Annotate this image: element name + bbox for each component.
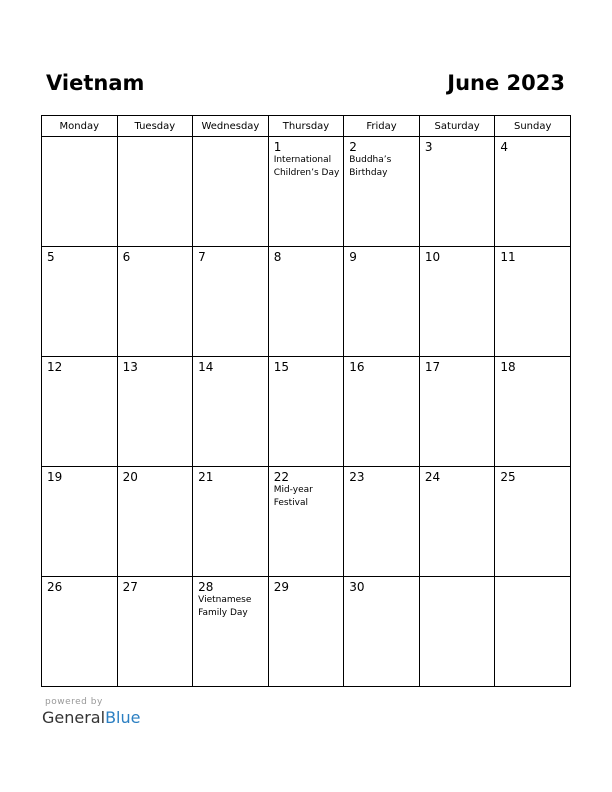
day-number: 10 bbox=[424, 250, 441, 264]
weekday-monday: Monday bbox=[42, 116, 118, 137]
day-number: 3 bbox=[424, 140, 433, 154]
day-number: 27 bbox=[122, 580, 138, 594]
day-cell bbox=[193, 137, 269, 247]
week-row bbox=[42, 137, 571, 247]
day-cell bbox=[42, 357, 118, 467]
day-cell bbox=[344, 467, 420, 577]
day-number: 12 bbox=[47, 360, 63, 374]
holiday-label: International Children’s Day bbox=[273, 155, 340, 178]
day-cell bbox=[193, 247, 269, 357]
weekday-tuesday: Tuesday bbox=[117, 116, 193, 137]
day-number: 21 bbox=[198, 470, 214, 484]
day-number: 4 bbox=[500, 140, 509, 154]
day-cell bbox=[268, 247, 344, 357]
day-cell bbox=[495, 357, 571, 467]
day-cell bbox=[193, 357, 269, 467]
day-cell bbox=[268, 137, 344, 247]
holiday-label: Mid-year Festival bbox=[273, 485, 313, 508]
holiday-label: Buddha’s Birthday bbox=[349, 155, 392, 178]
generalblue-logo bbox=[42, 708, 140, 728]
logo-text-general: General bbox=[42, 708, 106, 727]
day-number: 7 bbox=[198, 250, 206, 264]
day-number: 19 bbox=[47, 470, 63, 484]
day-number: 20 bbox=[122, 470, 138, 484]
day-number: 17 bbox=[424, 360, 441, 374]
weekday-header-row bbox=[42, 116, 571, 137]
day-cell bbox=[344, 247, 420, 357]
weekday-friday: Friday bbox=[344, 116, 420, 137]
day-cell bbox=[117, 247, 193, 357]
week-row bbox=[42, 467, 571, 577]
day-cell bbox=[495, 137, 571, 247]
day-cell bbox=[419, 247, 495, 357]
day-number: 22 bbox=[273, 470, 289, 484]
day-cell bbox=[117, 467, 193, 577]
week-row bbox=[42, 577, 571, 687]
day-cell bbox=[419, 357, 495, 467]
day-cell bbox=[117, 577, 193, 687]
holiday-label: Vietnamese Family Day bbox=[198, 595, 252, 618]
day-cell bbox=[495, 467, 571, 577]
day-number: 2 bbox=[349, 140, 357, 154]
day-cell bbox=[268, 577, 344, 687]
powered-by-label: powered by bbox=[45, 697, 103, 707]
day-number: 14 bbox=[198, 360, 214, 374]
calendar-grid bbox=[41, 115, 571, 687]
day-cell bbox=[42, 137, 118, 247]
day-number: 9 bbox=[349, 250, 357, 264]
day-number: 8 bbox=[273, 250, 282, 264]
day-cell bbox=[117, 357, 193, 467]
day-number: 5 bbox=[47, 250, 55, 264]
day-number: 29 bbox=[273, 580, 289, 594]
day-cell bbox=[42, 247, 118, 357]
day-cell bbox=[193, 467, 269, 577]
day-cell bbox=[495, 577, 571, 687]
day-cell bbox=[42, 467, 118, 577]
day-number: 25 bbox=[500, 470, 516, 484]
day-cell bbox=[193, 577, 269, 687]
day-cell bbox=[268, 357, 344, 467]
day-number: 16 bbox=[349, 360, 365, 374]
day-number: 23 bbox=[349, 470, 365, 484]
month-title: June 2023 bbox=[447, 71, 565, 95]
day-number: 30 bbox=[349, 580, 365, 594]
day-number: 26 bbox=[47, 580, 63, 594]
weekday-saturday: Saturday bbox=[419, 116, 495, 137]
day-number: 13 bbox=[122, 360, 138, 374]
day-cell bbox=[344, 577, 420, 687]
weekday-wednesday: Wednesday bbox=[193, 116, 269, 137]
day-cell bbox=[344, 357, 420, 467]
day-cell bbox=[419, 577, 495, 687]
week-row bbox=[42, 357, 571, 467]
day-number: 1 bbox=[273, 140, 282, 154]
day-number: 24 bbox=[424, 470, 441, 484]
day-number: 15 bbox=[273, 360, 289, 374]
day-cell bbox=[268, 467, 344, 577]
day-cell bbox=[42, 577, 118, 687]
logo-text-blue: Blue bbox=[105, 708, 141, 727]
weekday-sunday: Sunday bbox=[495, 116, 571, 137]
day-cell bbox=[117, 137, 193, 247]
week-row bbox=[42, 247, 571, 357]
day-cell bbox=[419, 467, 495, 577]
day-number: 28 bbox=[198, 580, 214, 594]
country-title: Vietnam bbox=[46, 71, 145, 95]
day-cell bbox=[419, 137, 495, 247]
day-cell bbox=[495, 247, 571, 357]
weekday-thursday: Thursday bbox=[268, 116, 344, 137]
day-number: 6 bbox=[122, 250, 131, 264]
day-number: 11 bbox=[500, 250, 516, 264]
day-number: 18 bbox=[500, 360, 516, 374]
day-cell bbox=[344, 137, 420, 247]
